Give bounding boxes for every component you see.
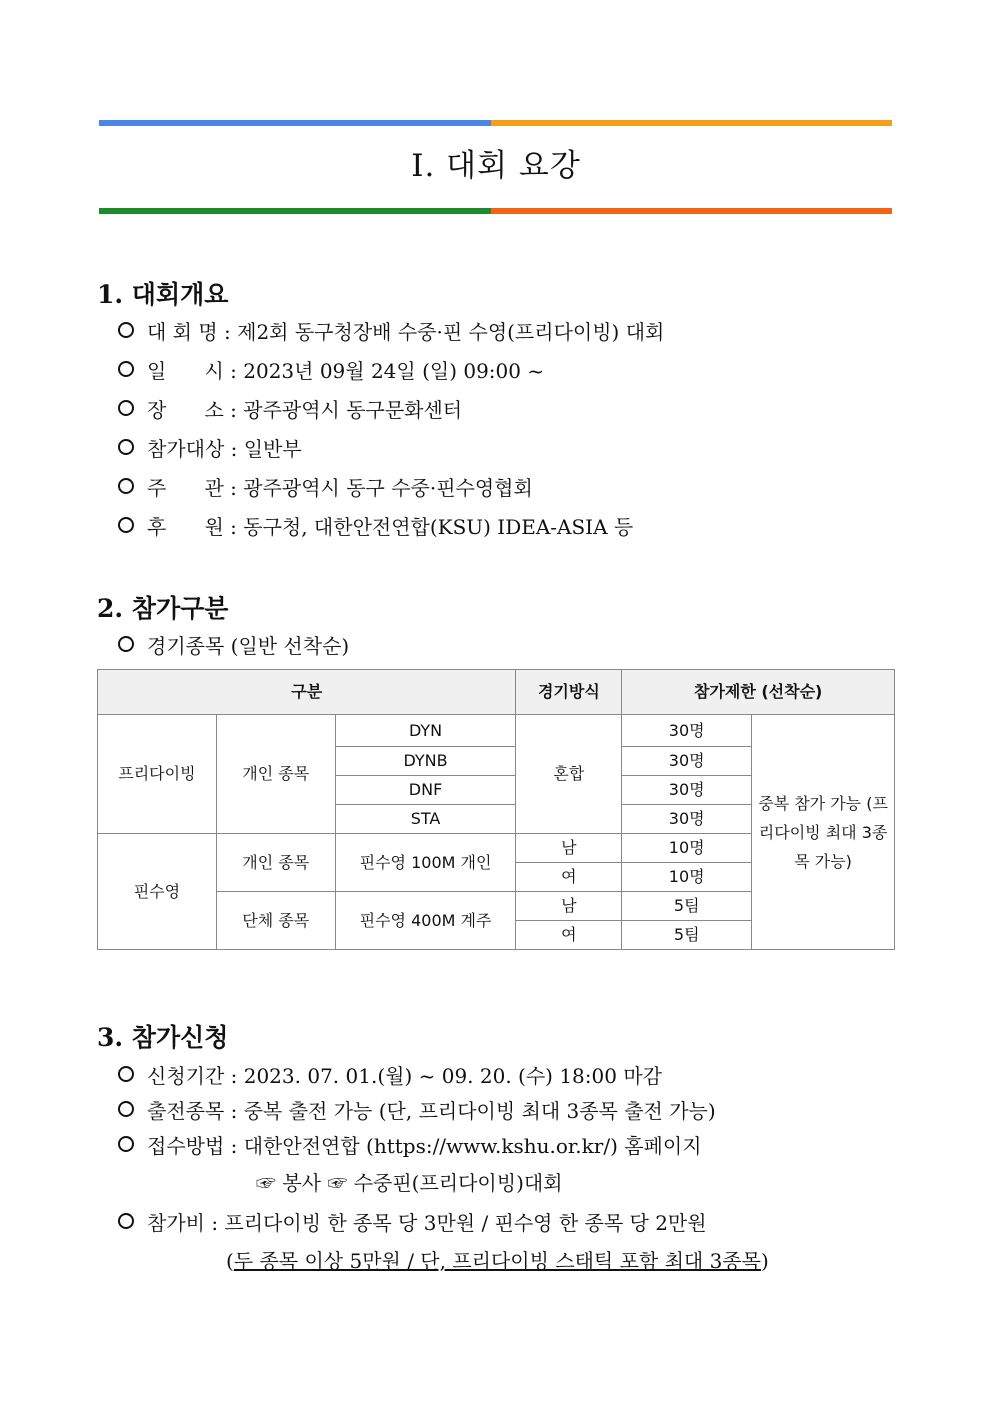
event-cell: DNF (335, 776, 516, 805)
circle-bullet-icon (118, 636, 134, 652)
fee-note (226, 1245, 769, 1274)
item-value: 제2회 동구청장배 수중·핀 수영(프리다이빙) 대회 (237, 320, 665, 344)
apply-item (118, 1095, 716, 1124)
category-freediving: 프리다이빙 (98, 715, 217, 834)
item-label: 일 시 (147, 359, 224, 383)
circle-bullet-icon (118, 400, 134, 416)
limit-cell: 30명 (622, 805, 752, 834)
method-mixed: 혼합 (516, 715, 622, 834)
fee-item (118, 1207, 707, 1236)
overview-item (118, 316, 664, 345)
circle-bullet-icon (118, 439, 134, 455)
gender-male: 남 (516, 892, 622, 921)
header-method: 경기방식 (516, 670, 622, 715)
fee-note-text: 두 종목 이상 5만원 / 단, 프리다이빙 스태틱 포함 최대 3종목 (233, 1249, 761, 1273)
event-item (118, 630, 349, 659)
item-sep: : (217, 320, 238, 344)
section1-heading: 1. 대회개요 (97, 280, 229, 309)
gender-female: 여 (516, 863, 622, 892)
event-cell: 핀수영 400M 계주 (335, 892, 516, 950)
item-label: 주 관 (147, 476, 224, 500)
type-individual: 개인 종목 (216, 834, 335, 892)
item-sep: : (223, 398, 244, 422)
fee-note-open: ( (226, 1249, 234, 1273)
item-value: 2023년 09월 24일 (일) 09:00 ~ (243, 359, 545, 383)
top-bar-orange (491, 120, 892, 126)
item-sep: : (223, 515, 244, 539)
circle-bullet-icon (118, 478, 134, 494)
item-label: 대 회 명 (147, 320, 218, 344)
gender-female: 여 (516, 921, 622, 950)
fee-note-close: ) (760, 1249, 769, 1273)
event-cell: DYNB (335, 747, 516, 776)
apply-item (118, 1130, 702, 1159)
limit-cell: 30명 (622, 715, 752, 747)
top-bar-blue (99, 120, 491, 126)
category-fin: 핀수영 (98, 834, 217, 950)
type-team: 단체 종목 (216, 892, 335, 950)
apply-item (118, 1060, 662, 1089)
item-label: 참가대상 (147, 437, 225, 461)
limit-cell: 10명 (622, 834, 752, 863)
item-label: 후 원 (147, 515, 224, 539)
circle-bullet-icon (118, 1136, 134, 1152)
apply-item-text: 접수방법 : 대한안전연합 (https://www.kshu.or.kr/) 홈페이지 (147, 1134, 702, 1158)
overview-item (118, 511, 633, 540)
event-cell: 핀수영 100M 개인 (335, 834, 516, 892)
section3-heading: 3. 참가신청 (97, 1023, 229, 1052)
overview-item (118, 472, 533, 501)
apply-item-text: 출전종목 : 중복 출전 가능 (단, 프리다이빙 최대 3종목 출전 가능) (147, 1099, 716, 1123)
event-table (97, 669, 895, 950)
circle-bullet-icon (118, 1066, 134, 1082)
event-cell: STA (335, 805, 516, 834)
bottom-bar-green (99, 208, 491, 214)
page-title: Ⅰ. 대회 요강 (411, 148, 581, 184)
limit-cell: 10명 (622, 863, 752, 892)
duplicate-note: 중복 참가 가능 (프리다이빙 최대 3종목 가능) (752, 715, 895, 950)
circle-bullet-icon (118, 1213, 134, 1229)
overview-item (118, 394, 462, 423)
item-sep: : (223, 476, 244, 500)
circle-bullet-icon (118, 361, 134, 377)
menu-path: ☞ 봉사 ☞ 수중핀(프리다이빙)대회 (256, 1171, 563, 1195)
fee-text: 참가비 : 프리다이빙 한 종목 당 3만원 / 핀수영 한 종목 당 2만원 (147, 1211, 707, 1235)
item-label: 장 소 (147, 398, 224, 422)
circle-bullet-icon (118, 1101, 134, 1117)
header-category: 구분 (98, 670, 516, 715)
item-value: 일반부 (243, 437, 302, 461)
bottom-bar-red (491, 208, 892, 214)
circle-bullet-icon (118, 517, 134, 533)
overview-item (118, 433, 302, 462)
overview-item (118, 355, 544, 384)
item-sep: : (223, 359, 244, 383)
item-sep: : (224, 437, 244, 461)
type-individual: 개인 종목 (216, 715, 335, 834)
circle-bullet-icon (118, 322, 134, 338)
event-cell: DYN (335, 715, 516, 747)
section2-heading: 2. 참가구분 (97, 594, 229, 623)
apply-item-text: 신청기간 : 2023. 07. 01.(월) ~ 09. 20. (수) 18:00 마감 (147, 1064, 662, 1088)
limit-cell: 30명 (622, 776, 752, 805)
item-value: 광주광역시 동구 수중·핀수영협회 (243, 476, 533, 500)
header-limit: 참가제한 (선착순) (622, 670, 895, 715)
limit-cell: 5팀 (622, 892, 752, 921)
item-value: 동구청, 대한안전연합(KSU) IDEA-ASIA 등 (243, 515, 634, 539)
item-value: 광주광역시 동구문화센터 (243, 398, 463, 422)
event-item-text: 경기종목 (일반 선착순) (147, 634, 350, 658)
limit-cell: 5팀 (622, 921, 752, 950)
gender-male: 남 (516, 834, 622, 863)
limit-cell: 30명 (622, 747, 752, 776)
